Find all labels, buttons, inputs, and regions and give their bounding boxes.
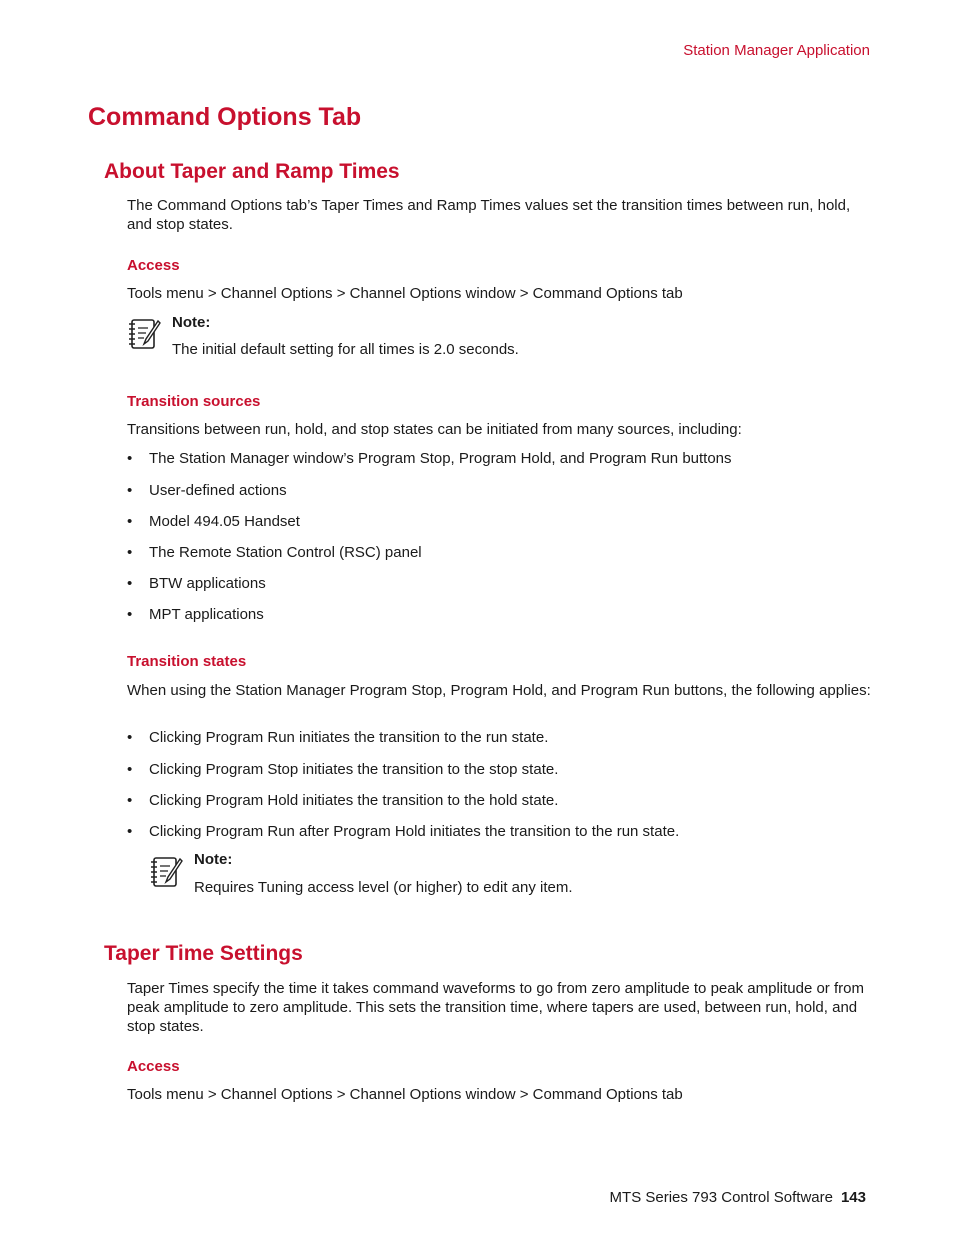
transition-sources-heading: Transition sources: [127, 393, 261, 410]
section-heading-taper: Taper Time Settings: [104, 942, 303, 965]
list-item: • Clicking Program Run after Program Hold initiates the transition to the run state.: [127, 823, 680, 840]
access-path: Tools menu > Channel Options > Channel Options window > Command Options tab: [127, 285, 683, 302]
section-heading-about: About Taper and Ramp Times: [104, 160, 400, 183]
list-item: • The Station Manager window’s Program Stop, Program Hold, and Program Run buttons: [127, 450, 732, 467]
access-heading: Access: [127, 1058, 180, 1075]
list-item: • Clicking Program Hold initiates the transition to the hold state.: [127, 792, 559, 809]
list-item: • Clicking Program Stop initiates the transition to the stop state.: [127, 761, 559, 778]
page-footer: [610, 1189, 866, 1206]
list-item: • BTW applications: [127, 575, 266, 592]
access-heading: Access: [127, 257, 180, 274]
note-title: Note:: [172, 314, 211, 331]
list-item: • The Remote Station Control (RSC) panel: [127, 544, 422, 561]
transition-states-heading: Transition states: [127, 653, 247, 670]
note-text: The initial default setting for all times is 2.0 seconds.: [172, 341, 519, 358]
page-title: Command Options Tab: [88, 103, 362, 131]
access-path: Tools menu > Channel Options > Channel Options window > Command Options tab: [127, 1086, 683, 1103]
transition-sources-intro: Transitions between run, hold, and stop states can be initiated from many sources, including:: [127, 421, 742, 438]
list-item: • MPT applications: [127, 606, 264, 623]
list-item: • Model 494.05 Handset: [127, 513, 300, 530]
about-intro: The Command Options tab’s Taper Times and Ramp Times values set the transition times between run, hold, and stop states.: [127, 197, 851, 233]
note-text: Requires Tuning access level (or higher) to edit any item.: [194, 879, 573, 896]
note-title: Note:: [194, 851, 233, 868]
footer-product: MTS Series 793 Control Software: [609, 1189, 833, 1206]
notepad-pencil-icon: [127, 317, 161, 351]
list-item: • User-defined actions: [127, 482, 287, 499]
running-header: Station Manager Application: [683, 42, 870, 59]
notepad-pencil-icon: [149, 855, 183, 889]
taper-intro: Taper Times specify the time it takes command waveforms to go from zero amplitude to peak amplitude or from peak amplitude to zero amplitude. This sets the transition time, where tapers are used, between run, hold, and stop states.: [127, 980, 864, 1035]
page-number: 143: [840, 1189, 866, 1206]
list-item: • Clicking Program Run initiates the transition to the run state.: [127, 729, 549, 746]
transition-states-intro: When using the Station Manager Program Stop, Program Hold, and Program Run buttons, the following applies:: [127, 682, 871, 699]
